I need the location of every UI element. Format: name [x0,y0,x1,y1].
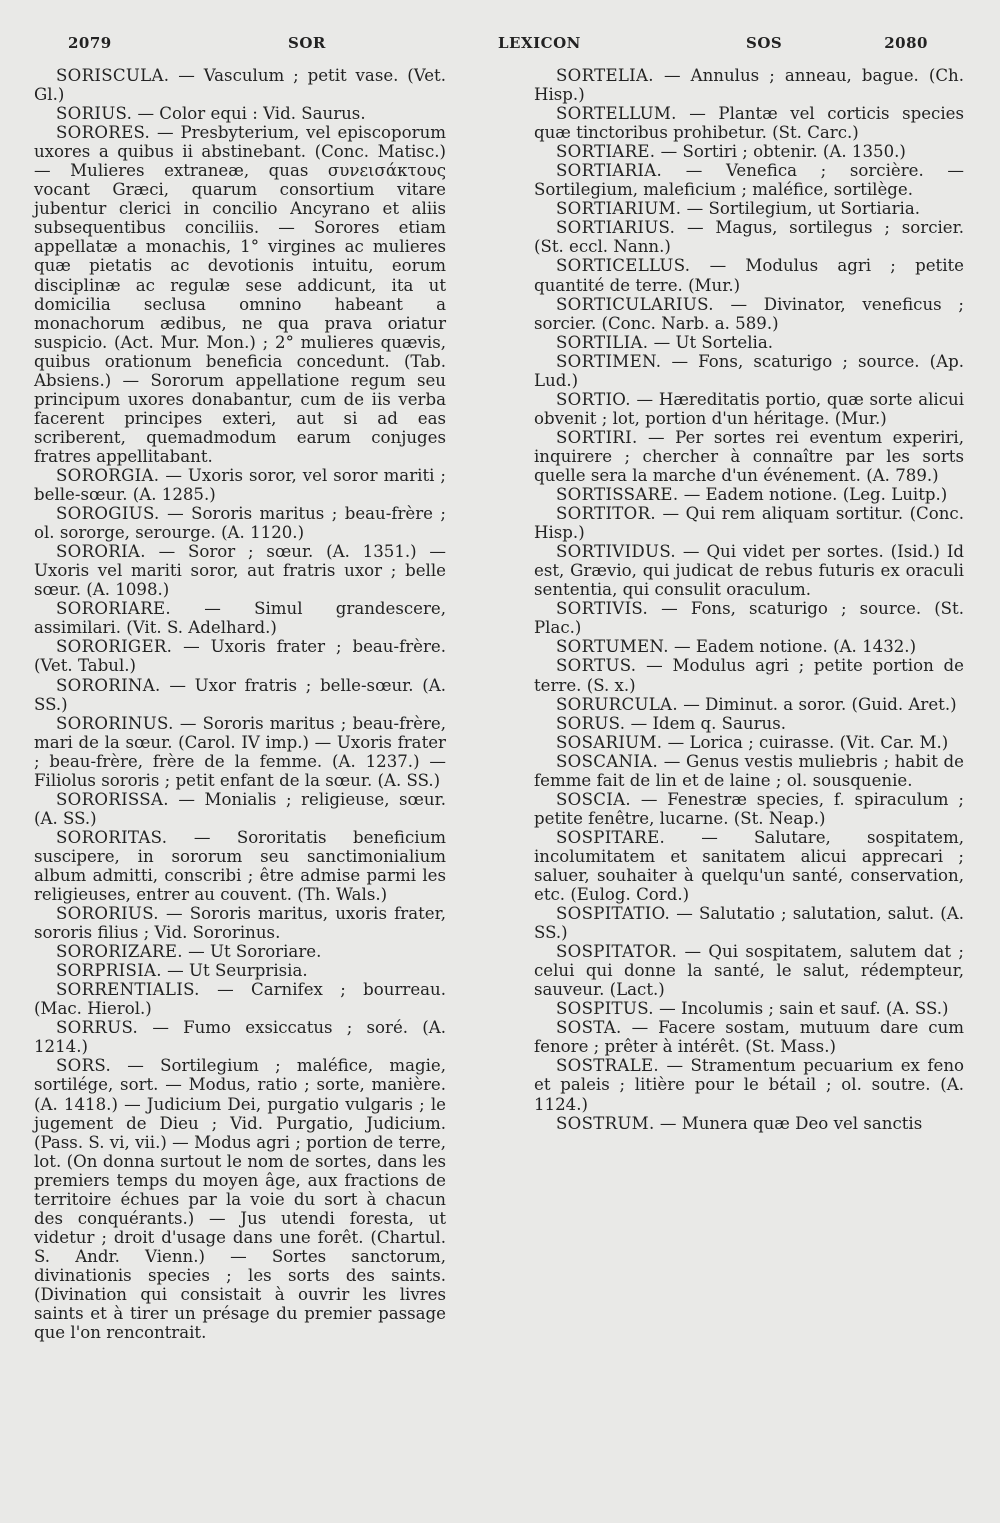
dictionary-entry [34,828,446,904]
dictionary-entry [534,733,964,752]
entry-definition: — Eadem notione. (A. 1432.) [674,637,917,657]
running-title: LEXICON [498,34,581,52]
dictionary-entry [534,333,964,352]
entry-headword: SORUS. [556,713,626,733]
dictionary-entry [534,218,964,256]
dictionary-entry [34,790,446,828]
entry-headword: SORORISSA. [56,789,169,809]
entry-definition: — Modulus agri ; petite portion de terre. (S. x.) [534,656,964,695]
entry-headword: SOSARIUM. [556,732,663,752]
entry-definition: — Incolumis ; sain et sauf. (A. SS.) [659,999,949,1019]
entry-definition: — Venefica ; sorcière. — Sortilegium, maleficium ; maléfice, sortilège. [534,161,964,200]
entry-headword: SORTUMEN. [556,637,669,657]
dictionary-entry [534,1056,964,1113]
entry-definition: — Ut Sortelia. [653,332,773,352]
entry-definition: — Qui videt per sortes. (Isid.) Id est, Grævio, qui judicat de rebus futuris ex oraculi sententia, qui consulit oraculum. [534,542,964,600]
entry-headword: SORORIUS. [56,904,159,924]
entry-headword: SORTIARE. [556,142,656,162]
entry-headword: SORTIMEN. [556,351,662,371]
entry-headword: SORRUS. [56,1018,139,1038]
entry-definition: — Qui sospitatem, salutem dat ; celui qui donne la santé, le salut, rédempteur, sauveur. (Lact.) [534,942,964,1000]
running-header [34,28,964,56]
dictionary-entry [34,980,446,1018]
entry-definition: — Sororis maritus ; beau-frère, mari de la sœur. (Carol. IV imp.) — Uxoris frater ; beau-frère, frère de la femme. (A. 1237.) — Filiolus sororis ; petit enfant de la sœur. (A. SS.) [34,713,447,790]
entry-headword: SORTIARIA. [556,161,663,181]
entry-headword: SORRENTIALIS. [56,980,200,1000]
dictionary-entry [534,790,964,828]
dictionary-entry [534,752,964,790]
entry-definition: — Fons, scaturigo ; source. (St. Plac.) [534,599,964,638]
dictionary-entry [534,637,964,656]
entry-headword: SORTITOR. [556,504,656,524]
dictionary-entry [534,390,964,428]
dictionary-entry [534,142,964,161]
dictionary-entry [34,942,446,961]
entry-headword: SOSPITARE. [556,827,666,847]
entry-headword: SOSTRALE. [556,1056,659,1076]
entry-definition: — Lorica ; cuirasse. (Vit. Car. M.) [667,732,949,752]
dictionary-entry [34,676,446,714]
entry-headword: SOSPITUS. [556,999,654,1019]
dictionary-entry [534,161,964,199]
entry-headword: SORISCULA. [56,66,170,85]
entry-definition: — Presbyterium, vel episcoporum uxores a quibus ii abstinebant. (Conc. Matisc.) — Mulieres extraneæ, quas συνεισάκτους vocant Græci, quarum consortium vitare jubentur clerici in concilio Ancyrano et aliis subsequentibus conciliis. — Sorores etiam appellatæ a monachis, 1° virgines ac mulieres quæ pietatis ac devotionis intuitu, eorum disciplinæ ac regulæ sese addicunt, ita ut domicilia seclusa omnino habeant a monachorum ædibus, ne qua prava oriatur suspicio. (Act. Mur. Mon.) ; 2° mulieres quævis, quibus orationum beneficia concedunt. (Tab. Absiens.) — Sororum appellatione regum seu principum uxores donabantur, cum de iis verba facerent principes exteri, aut si ad eas scriberent, quemadmodum earum conjuges fratres appellitabant. [34,123,447,466]
dictionary-entry [34,104,446,123]
entry-definition: — Qui rem aliquam sortitur. (Conc. Hisp.) [534,504,964,543]
entry-headword: SOSPITATIO. [556,904,671,924]
dictionary-entry [34,542,446,599]
entry-headword: SORTIO. [556,389,631,409]
entry-headword: SORTICELLUS. [556,256,691,276]
dictionary-entry [34,961,446,980]
entry-headword: SORTELLUM. [556,104,677,124]
entry-headword: SORTIARIUM. [556,199,682,219]
entry-headword: SORORINUS. [56,713,174,733]
dictionary-entry [534,199,964,218]
entry-headword: SORTIARIUS. [556,218,676,238]
dictionary-entry [534,352,964,390]
dictionary-entry [534,1114,964,1133]
entry-definition: — Magus, sortilegus ; sorcier. (St. eccl. Nann.) [534,218,964,257]
dictionary-entry [34,1056,446,1342]
entry-headword: SORORGIA. [56,465,160,485]
entry-definition: — Plantæ vel corticis species quæ tinctoribus prohibetur. (St. Carc.) [534,104,964,143]
entry-definition: — Sortilegium ; maléfice, magie, sortilége, sort. — Modus, ratio ; sorte, manière. (A. 1418.) — Judicium Dei, purgatio vulgaris ; le jugement de Dieu ; Vid. Purgatio, Judicium. (Pass. S. vi, vii.) — Modus agri ; portion de terre, lot. (On donna surtout le nom de sortes, dans les premiers temps du moyen âge, aux fractions de territoire échues par la voie du sort à chacun des conquérants.) — Jus utendi foresta, ut videtur ; droit d'usage dans une forêt. (Chartul. S. Andr. Vienn.) — Sortes sanctorum, divinationis species ; les sorts des saints. (Divination qui consistait à ouvrir les livres saints et à tirer un présage du premier passage que l'on rencontrait. [34,1056,446,1343]
entry-definition: — Munera quæ Deo vel sanctis [659,1113,923,1133]
dictionary-entry [534,999,964,1018]
page-number-left: 2079 [68,34,112,52]
entry-definition: — Divinator, veneficus ; sorcier. (Conc. Narb. a. 589.) [534,294,964,333]
entry-headword: SORORINA. [56,675,161,695]
entry-definition: — Simul grandescere, assimilari. (Vit. S. Adelhard.) [34,599,446,638]
entry-headword: SOROGIUS. [56,504,160,524]
entry-headword: SORIUS. [56,104,133,124]
entry-definition: — Uxoris frater ; beau-frère. (Vet. Tabul.) [34,637,446,676]
entry-headword: SOSPITATOR. [556,942,678,962]
entry-definition: — Ut Sororiare. [188,942,322,962]
entry-definition: — Color equi : Vid. Saurus. [137,104,366,124]
dictionary-entry [34,904,446,942]
entry-headword: SOSTA. [556,1018,622,1038]
dictionary-entry [534,104,964,142]
entry-definition: — Diminut. a soror. (Guid. Aret.) [683,694,957,714]
entry-definition: — Salutatio ; salutation, salut. (A. SS.) [534,904,964,943]
dictionary-entry [534,485,964,504]
dictionary-entry [534,656,964,694]
entry-definition: — Fenestræ species, f. spiraculum ; petite fenêtre, lucarne. (St. Neap.) [534,789,964,828]
entry-headword: SORTELIA. [556,66,654,85]
dictionary-entry [534,1018,964,1056]
text-columns [34,66,964,1342]
entry-definition: — Idem q. Saurus. [630,713,786,733]
entry-headword: SORPRISIA. [56,961,162,981]
dictionary-entry [534,828,964,904]
entry-definition: — Hæreditatis portio, quæ sorte alicui obvenit ; lot, portion d'un héritage. (Mur.) [534,389,964,428]
dictionary-entry [534,942,964,999]
dictionary-entry [534,295,964,333]
entry-headword: SORTIVIDUS. [556,542,676,562]
dictionary-entry [534,428,964,485]
guide-word-right: SOS [746,34,783,52]
entry-definition: — Genus vestis muliebris ; habit de femme fait de lin et de laine ; ol. sousquenie. [534,751,965,790]
entry-headword: SORTIRI. [556,427,638,447]
entry-headword: SOSCANIA. [556,751,659,771]
entry-definition: — Uxoris soror, vel soror mariti ; belle-sœur. (A. 1285.) [34,465,446,505]
entry-definition: — Vasculum ; petit vase. (Vet. Gl.) [34,66,446,105]
entry-definition: — Fumo exsiccatus ; soré. (A. 1214.) [34,1018,446,1057]
entry-headword: SORS. [56,1056,112,1076]
entry-headword: SORTUS. [556,656,637,676]
entry-headword: SORTISSARE. [556,485,679,505]
dictionary-entry [34,504,446,542]
entry-definition: — Uxor fratris ; belle-sœur. (A. SS.) [34,675,446,714]
entry-headword: SORURCULA. [556,694,678,714]
dictionary-entry [34,599,446,637]
entry-definition: — Per sortes rei eventum experiri, inquirere ; chercher à connaître par les sorts quelle sera la marche d'un événement. (A. 789.) [534,427,964,485]
entry-definition: — Annulus ; anneau, bague. (Ch. Hisp.) [534,66,964,105]
dictionary-entry [34,66,446,104]
dictionary-entry [534,714,964,733]
dictionary-entry [34,1018,446,1056]
entry-headword: SORORIZARE. [56,942,183,962]
page-number-right: 2080 [884,34,928,52]
dictionary-entry [34,123,446,466]
entry-definition: — Salutare, sospitatem, incolumitatem et sanitatem alicui apprecari ; saluer, souhaiter à quelqu'un santé, conservation, etc. (Eulog. Cord.) [534,827,964,905]
entry-headword: SORORES. [56,123,151,143]
entry-definition: — Stramentum pecuarium ex feno et paleis ; litière pour le bétail ; ol. soutre. (A. 1124.) [534,1056,964,1114]
dictionary-entry [34,637,446,675]
entry-headword: SOSCIA. [556,789,631,809]
entry-definition: — Eadem notione. (Leg. Luitp.) [683,485,948,505]
entry-headword: SORTILIA. [556,332,649,352]
entry-definition: — Soror ; sœur. (A. 1351.) — Uxoris vel mariti soror, aut fratris uxor ; belle sœur. (A. 1098.) [34,542,447,600]
entry-headword: SORORIARE. [56,599,171,619]
dictionary-entry [34,714,446,790]
entry-headword: SORORIGER. [56,637,173,657]
dictionary-entry [534,504,964,542]
entry-definition: — Ut Seurprisia. [167,961,308,981]
entry-definition: — Sororis maritus ; beau-frère ; ol. sororge, serourge. (A. 1120.) [34,504,447,543]
entry-headword: SORTIVIS. [556,599,649,619]
entry-headword: SORORITAS. [56,827,168,847]
dictionary-entry [534,256,964,294]
right-column [534,66,964,1342]
entry-definition: — Sortilegium, ut Sortiaria. [686,199,921,219]
entry-definition: — Sororitatis beneficium suscipere, in sororum seu sanctimonialium album admitti, conscribi ; être admise parmi les religieuses, entrer au couvent. (Th. Wals.) [34,827,446,905]
left-column [34,66,446,1342]
entry-definition: — Facere sostam, mutuum dare cum fenore ; prêter à intérêt. (St. Mass.) [534,1018,965,1057]
entry-headword: SORORIA. [56,542,146,562]
entry-definition: — Modulus agri ; petite quantité de terre. (Mur.) [534,256,964,295]
entry-definition: — Sororis maritus, uxoris frater, sororis filius ; Vid. Sororinus. [34,904,446,943]
entry-headword: SORTICULARIUS. [556,294,714,314]
dictionary-entry [534,695,964,714]
entry-definition: — Monialis ; religieuse, sœur. (A. SS.) [34,789,446,828]
entry-definition: — Sortiri ; obtenir. (A. 1350.) [660,142,906,162]
dictionary-entry [534,66,964,104]
dictionary-entry [34,466,446,504]
entry-definition: — Carnifex ; bourreau. (Mac. Hierol.) [34,980,446,1019]
entry-definition: — Fons, scaturigo ; source. (Ap. Lud.) [534,351,964,390]
dictionary-entry [534,904,964,942]
entry-headword: SOSTRUM. [556,1113,655,1133]
guide-word-left: SOR [288,34,326,52]
dictionary-entry [534,542,964,599]
dictionary-entry [534,599,964,637]
